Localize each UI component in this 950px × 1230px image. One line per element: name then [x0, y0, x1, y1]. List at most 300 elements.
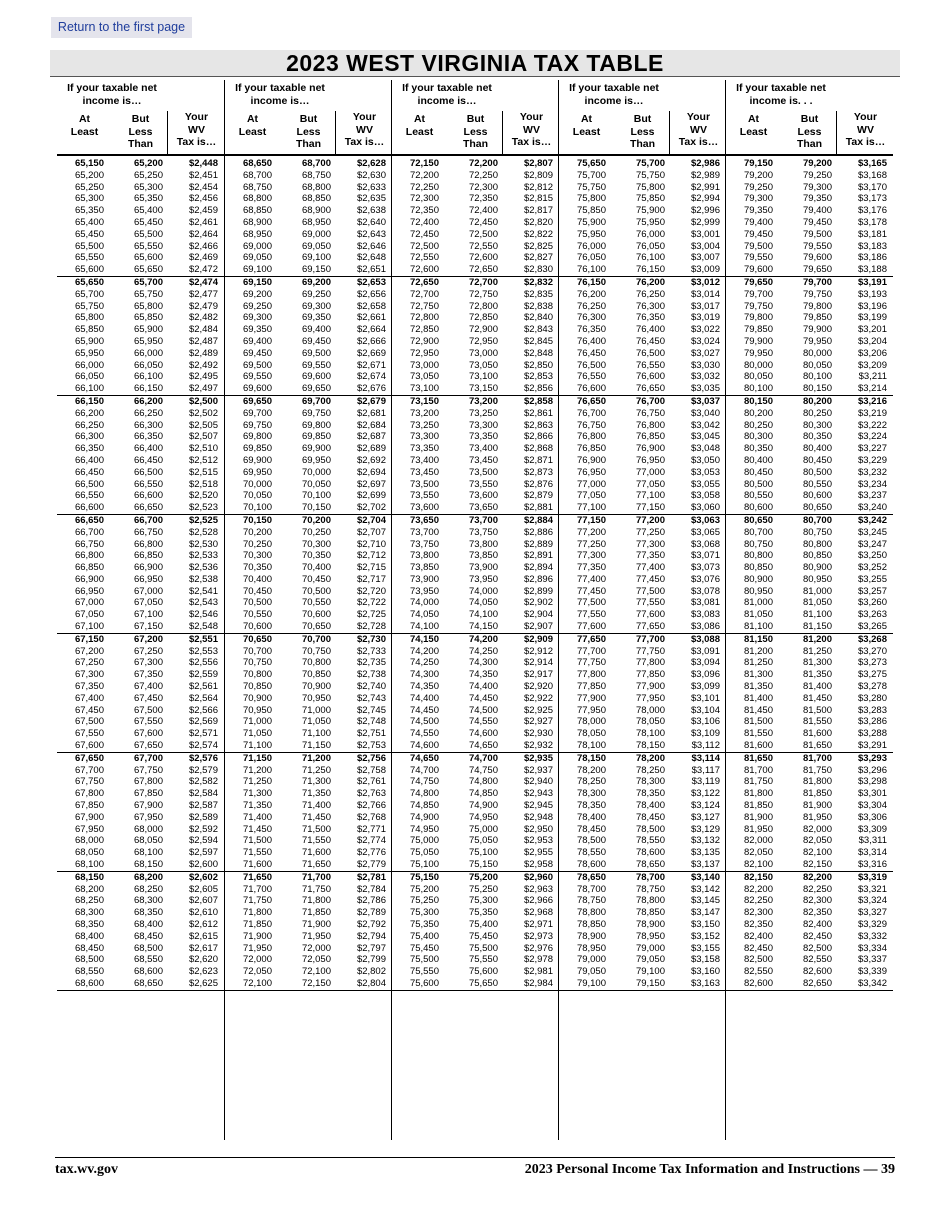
at-least-cell: 71,250 [242, 776, 272, 788]
table-rows [57, 158, 224, 991]
table-row [225, 609, 392, 621]
but-less-than-cell: 66,650 [133, 502, 163, 514]
table-row [559, 301, 726, 313]
but-less-than-cell: 81,300 [802, 657, 832, 669]
table-row [559, 502, 726, 514]
table-row [726, 455, 893, 467]
at-least-cell: 72,350 [409, 205, 439, 217]
table-row [57, 252, 224, 264]
at-least-cell: 70,600 [242, 621, 272, 633]
table-row [225, 895, 392, 907]
table-row [225, 348, 392, 360]
tax-cell: $2,464 [188, 228, 218, 240]
but-less-than-cell: 68,750 [301, 169, 331, 181]
table-row [57, 835, 224, 847]
tax-cell: $2,856 [523, 383, 553, 395]
table-row [559, 182, 726, 194]
tax-cell: $3,024 [690, 335, 720, 347]
table-row [225, 597, 392, 609]
tax-cell: $2,643 [356, 228, 386, 240]
at-least-cell: 76,500 [576, 359, 606, 371]
but-less-than-cell: 77,100 [635, 490, 665, 502]
table-row [57, 646, 224, 658]
tax-cell: $2,966 [523, 895, 553, 907]
tax-cell: $2,815 [523, 193, 553, 205]
table-row [392, 978, 559, 990]
at-least-cell: 66,400 [74, 454, 104, 466]
tax-cell: $2,653 [356, 276, 386, 288]
tax-cell: $3,017 [690, 300, 720, 312]
but-less-than-cell: 69,200 [301, 276, 331, 288]
at-least-cell: 68,450 [74, 942, 104, 954]
but-less-than-cell: 73,700 [468, 514, 498, 526]
at-least-cell: 67,600 [74, 740, 104, 752]
table-row [57, 539, 224, 551]
but-less-than-cell: 67,850 [133, 788, 163, 800]
table-row [559, 443, 726, 455]
table-row [225, 859, 392, 871]
but-less-than-cell: 70,550 [301, 597, 331, 609]
row-group [225, 515, 392, 634]
table-row [392, 455, 559, 467]
at-least-cell: 82,500 [743, 954, 773, 966]
at-least-cell: 81,300 [743, 669, 773, 681]
table-row [225, 252, 392, 264]
table-row [726, 562, 893, 574]
tax-cell: $2,597 [188, 847, 218, 859]
at-least-cell: 66,350 [74, 443, 104, 455]
but-less-than-cell: 82,300 [802, 895, 832, 907]
but-less-than-cell: 78,750 [635, 883, 665, 895]
at-least-cell: 74,300 [409, 669, 439, 681]
tax-cell: $3,152 [690, 930, 720, 942]
at-least-cell: 74,600 [409, 740, 439, 752]
at-least-cell: 74,950 [409, 823, 439, 835]
table-row [559, 609, 726, 621]
table-rows [726, 158, 893, 991]
but-less-than-cell: 75,350 [468, 907, 498, 919]
at-least-cell: 75,550 [409, 966, 439, 978]
tax-cell: $3,342 [857, 977, 887, 989]
tax-cell: $3,078 [690, 585, 720, 597]
table-row [225, 312, 392, 324]
table-rows [392, 158, 559, 991]
at-least-cell: 65,900 [74, 335, 104, 347]
at-least-cell: 79,650 [743, 276, 773, 288]
but-less-than-cell: 68,800 [301, 181, 331, 193]
table-row [392, 431, 559, 443]
tax-cell: $2,717 [356, 573, 386, 585]
row-group [559, 872, 726, 991]
at-least-cell: 70,850 [242, 681, 272, 693]
but-less-than-cell: 65,950 [133, 335, 163, 347]
but-less-than-cell: 77,950 [635, 692, 665, 704]
row-group [392, 634, 559, 753]
table-row [57, 907, 224, 919]
but-less-than-cell: 74,650 [468, 740, 498, 752]
tax-cell: $3,168 [857, 169, 887, 181]
at-least-cell: 79,300 [743, 193, 773, 205]
at-least-cell: 74,150 [409, 633, 439, 645]
but-less-than-cell: 77,250 [635, 526, 665, 538]
but-less-than-cell: 79,950 [802, 335, 832, 347]
tax-cell: $2,822 [523, 228, 553, 240]
at-least-cell: 67,300 [74, 669, 104, 681]
tax-cell: $3,224 [857, 431, 887, 443]
tax-cell: $2,656 [356, 288, 386, 300]
tax-cell: $3,083 [690, 609, 720, 621]
at-least-cell: 75,700 [576, 169, 606, 181]
at-least-cell: 72,750 [409, 300, 439, 312]
but-less-than-cell: 78,600 [635, 847, 665, 859]
but-less-than-cell: 75,650 [468, 977, 498, 989]
but-less-than-cell: 78,550 [635, 835, 665, 847]
but-less-than-cell: 72,600 [468, 252, 498, 264]
but-less-than-cell: 80,250 [802, 407, 832, 419]
but-less-than-cell: 79,850 [802, 312, 832, 324]
at-least-cell: 79,750 [743, 300, 773, 312]
tax-table [57, 80, 893, 1140]
at-least-cell: 80,100 [743, 383, 773, 395]
tax-cell: $3,247 [857, 538, 887, 550]
but-less-than-cell: 67,300 [133, 657, 163, 669]
at-least-cell: 68,750 [242, 181, 272, 193]
table-row [726, 931, 893, 943]
at-least-cell: 75,000 [409, 835, 439, 847]
tax-cell: $2,730 [356, 633, 386, 645]
table-row [559, 455, 726, 467]
tax-cell: $2,692 [356, 454, 386, 466]
at-least-cell: 65,500 [74, 240, 104, 252]
at-least-cell: 72,650 [409, 276, 439, 288]
tax-cell: $2,640 [356, 216, 386, 228]
at-least-cell: 78,250 [576, 776, 606, 788]
at-least-cell: 67,400 [74, 692, 104, 704]
tax-cell: $2,612 [188, 919, 218, 930]
tax-cell: $2,786 [356, 895, 386, 907]
but-less-than-cell: 81,100 [802, 609, 832, 621]
tax-cell: $2,920 [523, 681, 553, 693]
tax-cell: $2,835 [523, 288, 553, 300]
tax-cell: $2,779 [356, 859, 386, 871]
tax-cell: $2,937 [523, 764, 553, 776]
table-row [726, 705, 893, 717]
but-less-than-cell: 79,300 [802, 181, 832, 193]
but-less-than-cell: 77,300 [635, 538, 665, 550]
tax-cell: $3,304 [857, 800, 887, 812]
tax-cell: $3,088 [690, 633, 720, 645]
tax-cell: $2,592 [188, 823, 218, 835]
table-row [559, 693, 726, 705]
table-row [726, 919, 893, 931]
at-least-cell: 76,900 [576, 454, 606, 466]
table-row [726, 396, 893, 408]
table-row [726, 301, 893, 313]
table-row [225, 872, 392, 884]
at-least-cell: 67,150 [74, 633, 104, 645]
at-least-cell: 73,950 [409, 585, 439, 597]
table-row [559, 408, 726, 420]
but-less-than-cell: 77,000 [635, 466, 665, 478]
at-least-cell: 80,450 [743, 466, 773, 478]
but-less-than-cell: 69,300 [301, 300, 331, 312]
table-row [57, 597, 224, 609]
tax-cell: $2,466 [188, 240, 218, 252]
at-least-cell: 79,350 [743, 205, 773, 217]
tax-cell: $2,674 [356, 371, 386, 383]
but-less-than-cell: 73,400 [468, 443, 498, 455]
table-row [392, 336, 559, 348]
but-less-than-cell: 79,100 [635, 966, 665, 978]
table-row [559, 943, 726, 955]
but-less-than-cell: 76,100 [635, 252, 665, 264]
table-row [225, 931, 392, 943]
but-less-than-cell: 82,350 [802, 907, 832, 919]
table-row [559, 800, 726, 812]
income-header: If your taxable net income is… [402, 82, 492, 107]
at-least-cell: 75,650 [576, 158, 606, 169]
at-least-cell: 68,800 [242, 193, 272, 205]
at-least-cell: 71,100 [242, 740, 272, 752]
table-row [726, 431, 893, 443]
table-row [225, 229, 392, 241]
at-least-cell: 79,900 [743, 335, 773, 347]
but-less-than-cell: 76,150 [635, 264, 665, 276]
table-row [392, 360, 559, 372]
table-row [392, 490, 559, 502]
return-to-first-page-button[interactable]: Return to the first page [51, 17, 192, 38]
row-group [559, 158, 726, 277]
tax-cell: $3,283 [857, 704, 887, 716]
tax-cell: $2,676 [356, 383, 386, 395]
your-wv-tax-header: Your WV Tax is… [167, 111, 225, 155]
but-less-than-cell: 75,800 [635, 181, 665, 193]
tax-cell: $2,722 [356, 597, 386, 609]
tax-cell: $2,492 [188, 359, 218, 371]
table-row [57, 800, 224, 812]
at-least-cell: 71,650 [242, 871, 272, 883]
table-row [225, 336, 392, 348]
at-least-cell: 68,000 [74, 835, 104, 847]
but-less-than-cell: 75,050 [468, 835, 498, 847]
table-row [225, 383, 392, 395]
at-least-cell: 71,000 [242, 716, 272, 728]
tax-cell: $2,617 [188, 942, 218, 954]
tax-cell: $3,301 [857, 788, 887, 800]
but-less-than-cell: 77,650 [635, 621, 665, 633]
table-row [392, 312, 559, 324]
at-least-cell: 66,650 [74, 514, 104, 526]
but-less-than-cell: 74,200 [468, 633, 498, 645]
but-less-than-cell: 78,200 [635, 752, 665, 764]
table-row [225, 479, 392, 491]
table-row [57, 479, 224, 491]
at-least-cell: 80,950 [743, 585, 773, 597]
at-least-cell: 67,700 [74, 764, 104, 776]
table-row [57, 872, 224, 884]
but-less-than-cell: 77,600 [635, 609, 665, 621]
at-least-cell: 77,150 [576, 514, 606, 526]
but-less-than-cell: 81,500 [802, 704, 832, 716]
at-least-cell: 80,700 [743, 526, 773, 538]
table-row [392, 621, 559, 633]
tax-cell: $3,035 [690, 383, 720, 395]
tax-cell: $3,160 [690, 966, 720, 978]
tax-cell: $3,319 [857, 871, 887, 883]
tax-cell: $3,280 [857, 692, 887, 704]
table-row [225, 301, 392, 313]
tax-cell: $3,260 [857, 597, 887, 609]
but-less-than-cell: 79,050 [635, 954, 665, 966]
table-row [57, 205, 224, 217]
but-less-than-cell: 66,000 [133, 347, 163, 359]
table-row [726, 728, 893, 740]
at-least-cell: 81,250 [743, 657, 773, 669]
tax-cell: $2,804 [356, 977, 386, 989]
but-less-than-cell: 69,150 [301, 264, 331, 276]
header-rule [392, 154, 559, 156]
table-row [726, 574, 893, 586]
tax-cell: $2,518 [188, 478, 218, 490]
tax-cell: $2,602 [188, 871, 218, 883]
but-less-than-cell: 82,200 [802, 871, 832, 883]
tax-cell: $2,630 [356, 169, 386, 181]
table-row [57, 502, 224, 514]
tax-cell: $2,600 [188, 859, 218, 871]
table-row [225, 277, 392, 289]
table-row [726, 609, 893, 621]
at-least-cell: 68,050 [74, 847, 104, 859]
but-less-than-cell: 75,850 [635, 193, 665, 205]
tax-cell: $2,479 [188, 300, 218, 312]
at-least-cell: 65,800 [74, 312, 104, 324]
tax-cell: $2,904 [523, 609, 553, 621]
tax-cell: $3,237 [857, 490, 887, 502]
tax-cell: $2,996 [690, 205, 720, 217]
but-less-than-cell: 68,400 [133, 919, 163, 930]
at-least-cell: 75,450 [409, 942, 439, 954]
but-less-than-cell: 70,900 [301, 681, 331, 693]
at-least-cell: 76,100 [576, 264, 606, 276]
table-row [392, 884, 559, 896]
but-less-than-cell: 71,500 [301, 823, 331, 835]
table-row [559, 467, 726, 479]
at-least-cell: 68,400 [74, 930, 104, 942]
at-least-cell: 79,700 [743, 288, 773, 300]
but-less-than-cell: 67,900 [133, 800, 163, 812]
table-row [559, 966, 726, 978]
at-least-cell: 77,500 [576, 597, 606, 609]
tax-cell: $3,250 [857, 550, 887, 562]
but-less-than-cell: 71,450 [301, 811, 331, 823]
row-group [57, 158, 224, 277]
at-least-cell: 81,350 [743, 681, 773, 693]
at-least-cell: 72,600 [409, 264, 439, 276]
table-row [559, 657, 726, 669]
table-row [392, 324, 559, 336]
but-less-than-cell: 74,450 [468, 692, 498, 704]
but-less-than-cell: 66,050 [133, 359, 163, 371]
at-least-cell: 80,050 [743, 371, 773, 383]
tax-cell: $2,477 [188, 288, 218, 300]
at-least-cell: 77,050 [576, 490, 606, 502]
but-less-than-cell: 79,000 [635, 942, 665, 954]
but-less-than-cell: 66,950 [133, 573, 163, 585]
table-row [225, 527, 392, 539]
your-wv-tax-header: Your WV Tax is… [335, 111, 393, 155]
at-least-cell: 70,300 [242, 550, 272, 562]
tax-cell: $3,122 [690, 788, 720, 800]
tax-cell: $2,472 [188, 264, 218, 276]
table-row [726, 264, 893, 276]
table-row [559, 835, 726, 847]
at-least-cell: 81,650 [743, 752, 773, 764]
tax-cell: $3,127 [690, 811, 720, 823]
row-group [726, 634, 893, 753]
but-less-than-cell: 71,050 [301, 716, 331, 728]
tax-cell: $3,309 [857, 823, 887, 835]
but-less-than-cell: 74,850 [468, 788, 498, 800]
table-row [57, 241, 224, 253]
row-group [559, 634, 726, 753]
table-row [726, 943, 893, 955]
but-less-than-cell: 77,400 [635, 562, 665, 574]
table-row [57, 705, 224, 717]
tax-cell: $3,001 [690, 228, 720, 240]
table-row [57, 669, 224, 681]
at-least-cell: 72,500 [409, 240, 439, 252]
tax-cell: $2,812 [523, 181, 553, 193]
tax-cell: $3,058 [690, 490, 720, 502]
at-least-cell: 74,200 [409, 645, 439, 657]
tax-cell: $2,525 [188, 514, 218, 526]
at-least-cell: 65,850 [74, 324, 104, 336]
table-row [392, 348, 559, 360]
at-least-cell: 70,350 [242, 562, 272, 574]
at-least-cell: 69,550 [242, 371, 272, 383]
tax-cell: $2,948 [523, 811, 553, 823]
tax-cell: $2,587 [188, 800, 218, 812]
tax-cell: $2,871 [523, 454, 553, 466]
at-least-cell: 79,050 [576, 966, 606, 978]
table-row [225, 812, 392, 824]
table-row [726, 324, 893, 336]
tax-cell: $2,873 [523, 466, 553, 478]
tax-cell: $2,582 [188, 776, 218, 788]
table-row [559, 788, 726, 800]
at-least-cell: 69,800 [242, 431, 272, 443]
at-least-cell: 79,550 [743, 252, 773, 264]
but-less-than-cell: 71,250 [301, 764, 331, 776]
table-row [57, 431, 224, 443]
table-row [559, 490, 726, 502]
table-row [726, 515, 893, 527]
table-row [57, 490, 224, 502]
table-row [57, 383, 224, 395]
table-row [225, 765, 392, 777]
at-least-cell: 71,900 [242, 930, 272, 942]
at-least-cell: 67,900 [74, 811, 104, 823]
tax-cell: $3,155 [690, 942, 720, 954]
at-least-cell: 68,150 [74, 871, 104, 883]
tax-cell: $2,802 [356, 966, 386, 978]
but-less-than-cell: 69,850 [301, 431, 331, 443]
tax-cell: $2,861 [523, 407, 553, 419]
title-bar [50, 50, 900, 77]
tax-cell: $2,743 [356, 692, 386, 704]
at-least-cell: 80,200 [743, 407, 773, 419]
but-less-than-cell: 76,050 [635, 240, 665, 252]
